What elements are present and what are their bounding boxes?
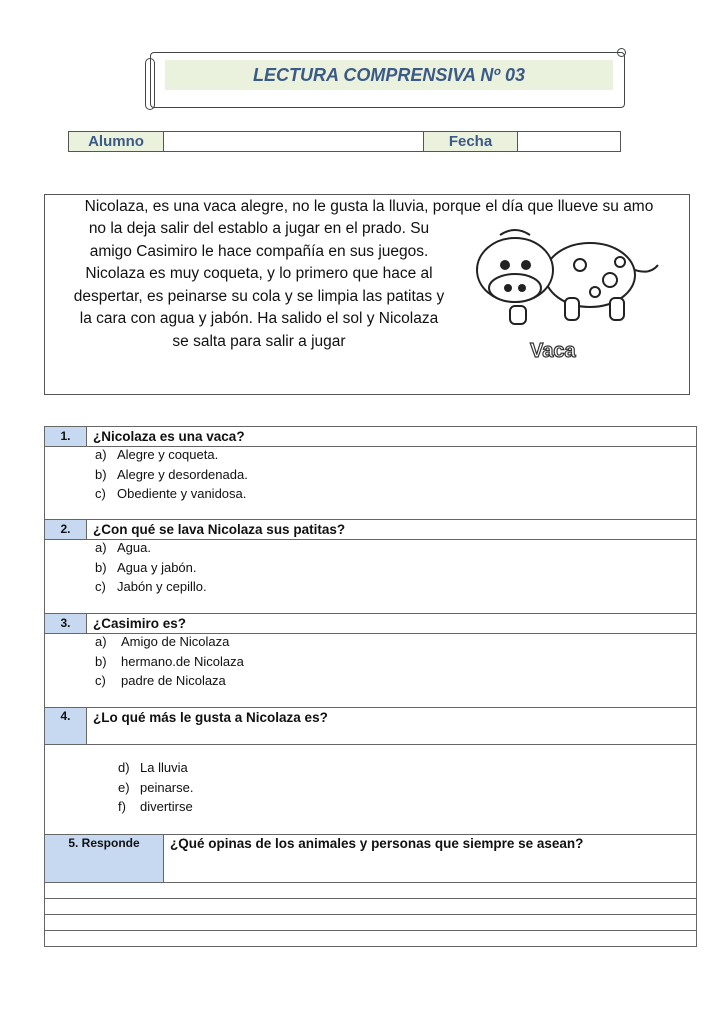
question-number: 2. bbox=[44, 519, 87, 540]
option[interactable]: f) divertirse bbox=[118, 799, 193, 814]
options-list bbox=[95, 445, 248, 504]
story-line: la cara con agua y jabón. Ha salido el sol y Nicolaza bbox=[79, 310, 439, 328]
option[interactable]: a) Alegre y coqueta. bbox=[95, 447, 219, 462]
question-text: ¿Nicolaza es una vaca? bbox=[86, 426, 697, 447]
option[interactable]: a) Amigo de Nicolaza bbox=[95, 634, 230, 649]
question-text: ¿Con qué se lava Nicolaza sus patitas? bbox=[86, 519, 697, 540]
respond-label: 5. Responde bbox=[44, 834, 164, 883]
answer-line[interactable] bbox=[44, 898, 697, 915]
option[interactable]: b) Agua y jabón. bbox=[95, 559, 197, 575]
option[interactable]: c) padre de Nicolaza bbox=[95, 673, 226, 688]
story-line: despertar, es peinarse su cola y se limpia las patitas y bbox=[73, 287, 445, 305]
option[interactable]: c) Obediente y vanidosa. bbox=[95, 486, 247, 501]
scroll-roll-left bbox=[145, 58, 155, 110]
respond-question: ¿Qué opinas de los animales y personas que siempre se asean? bbox=[163, 834, 697, 883]
option[interactable]: e) peinarse. bbox=[118, 779, 194, 795]
story-line: se salta para salir a jugar bbox=[172, 332, 346, 350]
answer-line[interactable] bbox=[44, 930, 697, 947]
story-line: no la deja salir del establo a jugar en el prado. Su bbox=[88, 220, 430, 237]
options-list bbox=[95, 632, 244, 691]
options-list bbox=[118, 758, 193, 817]
page-title: LECTURA COMPRENSIVA Nº 03 bbox=[165, 60, 613, 90]
cow-illustration bbox=[470, 220, 670, 340]
question-number: 3. bbox=[44, 613, 87, 634]
story-first-line: Nicolaza, es una vaca alegre, no le gusta la lluvia, porque el día que llueve su amo bbox=[84, 198, 654, 215]
student-label: Alumno bbox=[68, 131, 164, 152]
question-text: ¿Lo qué más le gusta a Nicolaza es? bbox=[86, 707, 697, 745]
story-text bbox=[52, 218, 466, 354]
question-text: ¿Casimiro es? bbox=[86, 613, 697, 634]
student-field[interactable] bbox=[163, 131, 424, 152]
cow-label: Vaca bbox=[530, 340, 576, 362]
question-number: 4. bbox=[44, 707, 87, 745]
option[interactable]: c) Jabón y cepillo. bbox=[95, 579, 207, 594]
story-line: Nicolaza es muy coqueta, y lo primero que hace al bbox=[85, 265, 433, 283]
option[interactable]: d) La lluvia bbox=[118, 760, 188, 775]
date-label: Fecha bbox=[423, 131, 518, 152]
scroll-roll-right bbox=[617, 48, 626, 57]
date-field[interactable] bbox=[517, 131, 621, 152]
answer-line[interactable] bbox=[44, 882, 697, 899]
options-list bbox=[95, 538, 207, 597]
answer-line[interactable] bbox=[44, 914, 697, 931]
option[interactable]: a) Agua. bbox=[95, 540, 151, 555]
question-number: 1. bbox=[44, 426, 87, 447]
story-line: amigo Casimiro le hace compañía en sus juegos. bbox=[89, 242, 429, 260]
option[interactable]: b) hermano.de Nicolaza bbox=[95, 653, 244, 669]
option[interactable]: b) Alegre y desordenada. bbox=[95, 466, 248, 482]
